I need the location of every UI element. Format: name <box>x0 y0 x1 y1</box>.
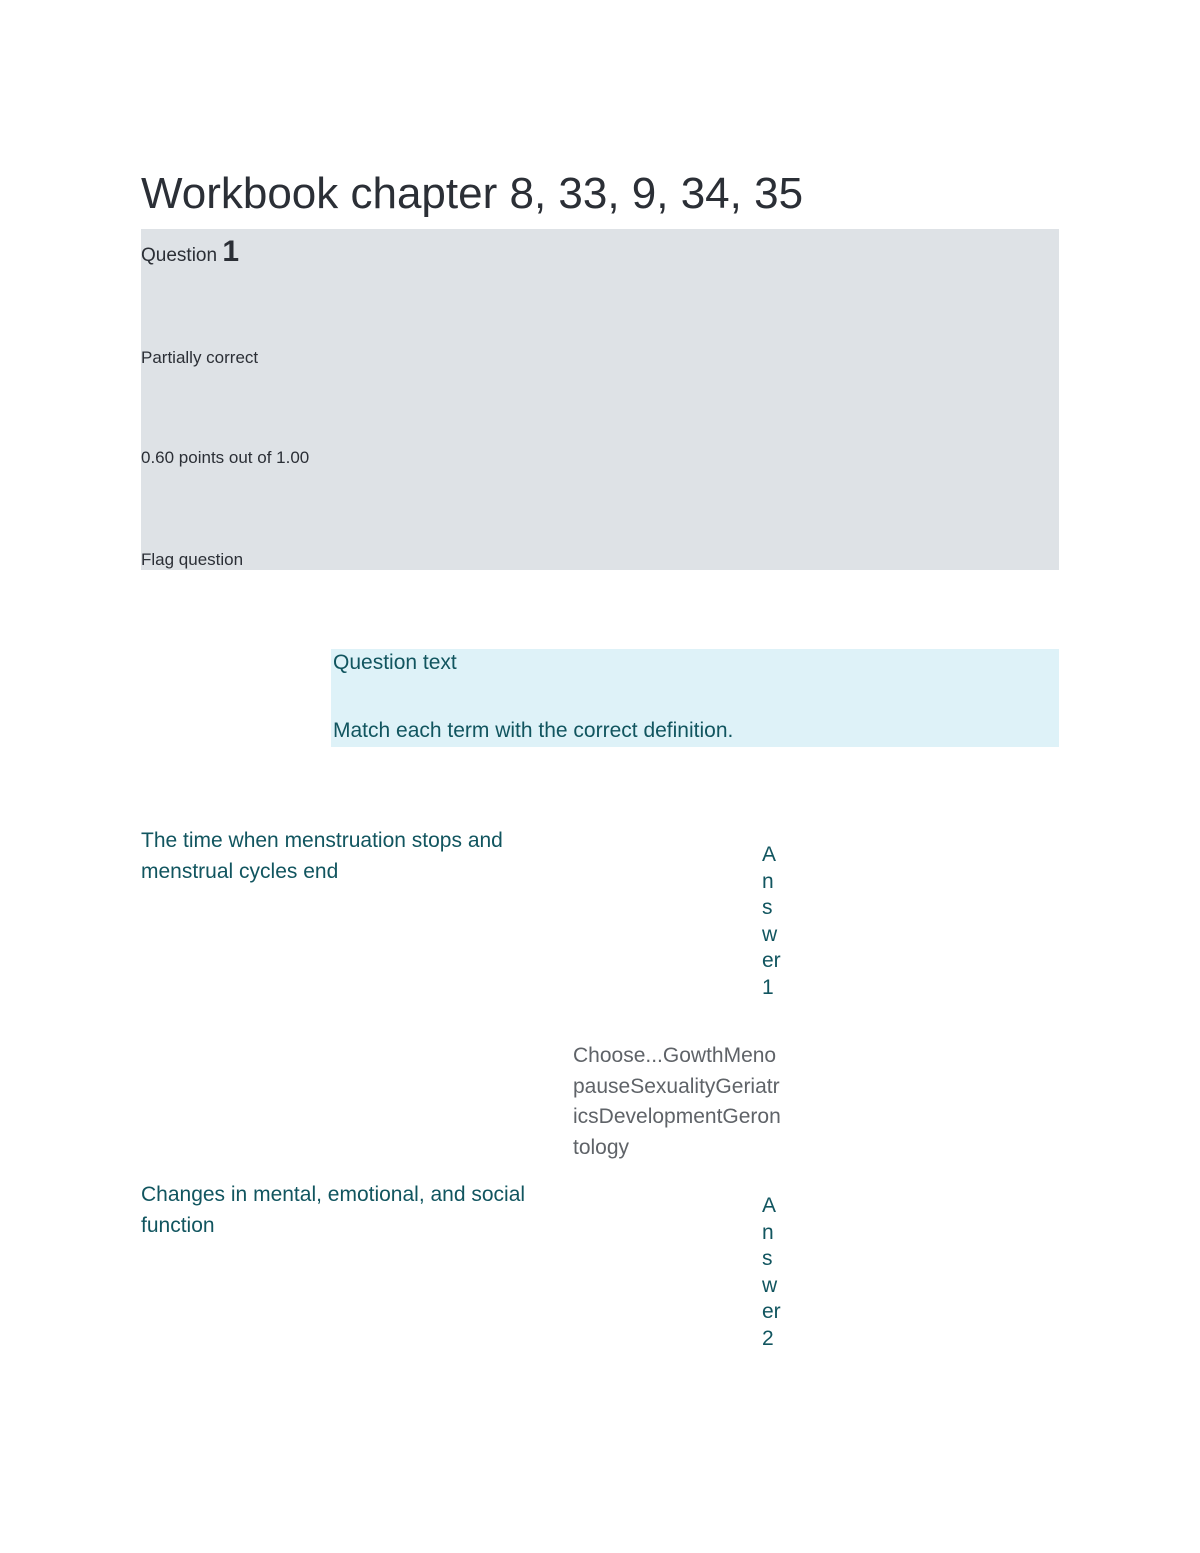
question-label <box>141 235 239 269</box>
question-label-text: Question <box>141 245 218 266</box>
question-text-heading: Question text <box>333 651 457 674</box>
page-title: Workbook chapter 8, 33, 9, 34, 35 <box>141 169 804 218</box>
question-number: 1 <box>222 235 240 268</box>
match-term-2: Changes in mental, emotional, and social function <box>141 1183 526 1237</box>
match-term-1: The time when menstruation stops and menstrual cycles end <box>141 829 503 883</box>
answer-select-1[interactable]: Choose...GowthMenopauseSexualityGeriatricsDevelopmentGerontology <box>573 1044 781 1159</box>
question-info-panel <box>141 229 1059 570</box>
answer-label-2: Answer 2 <box>762 1194 781 1350</box>
answer-label-1: Answer 1 <box>762 843 781 999</box>
flag-question-link[interactable]: Flag question <box>141 550 244 569</box>
question-grade: 0.60 points out of 1.00 <box>141 448 310 467</box>
question-text-panel <box>331 649 1059 747</box>
question-prompt: Match each term with the correct definition. <box>333 719 734 742</box>
question-state: Partially correct <box>141 348 259 367</box>
